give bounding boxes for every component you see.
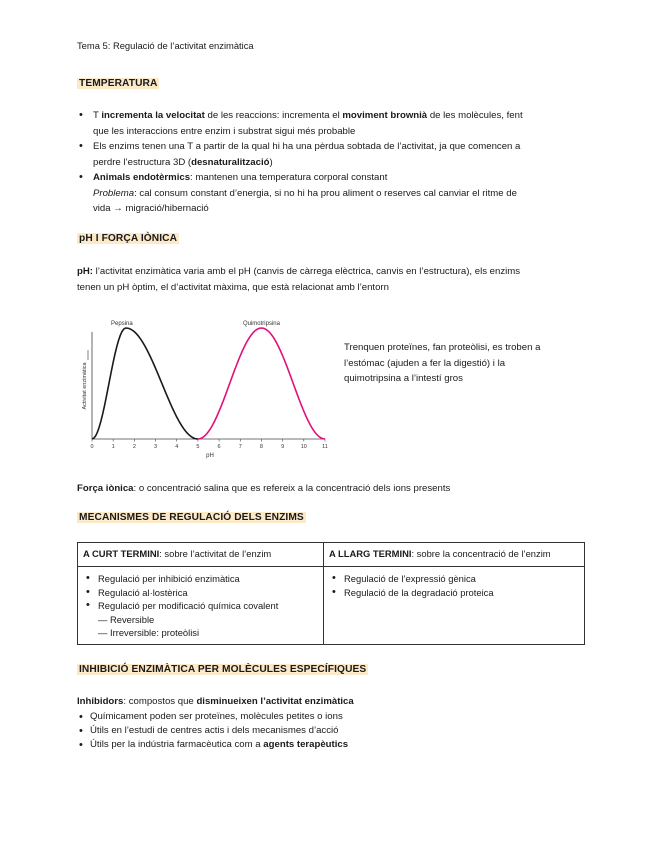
list-item: • Regulació per inhibició enzimàtica <box>84 572 317 586</box>
x-tick-label: 1 <box>111 444 115 450</box>
x-tick-label: 5 <box>196 444 200 450</box>
series-label-quimotripsina: Quimotripsina <box>242 321 280 327</box>
ph-paragraph: pH: l’activitat enzimàtica varia amb el pH (canvis de càrrega elèctrica, canvis en l’estructura), els enzims tenen un pH òptim, el d’activitat màxima, que està relacionat amb l’entorn <box>77 266 521 293</box>
sub-item: — Irreversible: proteòlisi <box>98 626 200 638</box>
y-axis-label: Activitat enzimàtica <box>82 362 88 410</box>
x-tick-label: 10 <box>300 444 307 450</box>
list-item: • T incrementa la velocitat de les reaccions: incrementa el moviment brownià de les molècules, fent que les interaccions entre enzim i substrat sigui més probable <box>77 108 597 139</box>
list-item: • Regulació per modificació química covalent <box>84 599 317 613</box>
section-title-ph: pH I FORÇA IÒNICA <box>79 233 178 244</box>
x-tick-label: 8 <box>259 444 263 450</box>
list-item: • Útils per la indústria farmacèutica com a agents terapèutics <box>77 738 597 752</box>
temperatura-list <box>77 108 597 217</box>
forca-ionica-paragraph: Força iònica: o concentració salina que es refereix a la concentració dels ions presents <box>77 483 451 494</box>
x-tick-label: 0 <box>90 444 94 450</box>
page-header: Tema 5: Regulació de l’activitat enzimàtica <box>77 40 254 51</box>
table-cell-curt <box>78 567 324 645</box>
series-line-pepsina <box>92 328 198 439</box>
x-tick-label: 11 <box>322 444 328 450</box>
x-axis-label: pH <box>206 453 214 459</box>
list-item: • Els enzims tenen una T a partir de la qual hi ha una pèrdua sobtada de l’activitat, ja que comencen a perdre l’estructura 3D (desnaturalització) <box>77 139 597 170</box>
list-item: • Químicament poden ser proteïnes, molècules petites o ions <box>77 710 597 724</box>
list-item: • Regulació de l’expressió gènica <box>330 572 578 586</box>
table-header-llarg: A LLARG TERMINI: sobre la concentració de l’enzim <box>324 543 585 567</box>
chart-side-note: Trenquen proteïnes, fan proteòlisi, es troben a l’estómac (ajuden a fer la digestió) i la quimotripsina a l’intestí gros <box>344 342 541 384</box>
x-tick-label: 9 <box>281 444 285 450</box>
section-title-mecanismes: MECANISMES DE REGULACIÓ DELS ENZIMS <box>79 512 304 523</box>
x-tick-label: 6 <box>217 444 221 450</box>
table-header-curt: A CURT TERMINI: sobre l’activitat de l’enzim <box>78 543 324 567</box>
section-title-inhibicio: INHIBICIÓ ENZIMÀTICA PER MOLÈCULES ESPECÍFIQUES <box>79 664 367 675</box>
inhibicio-paragraph: Inhibidors: compostos que disminueixen l’activitat enzimàtica • Químicament poden ser proteïnes, molècules petites o ions • Útils en l’estudi de centres actis i dels mecanismes d’acció • Útils per la indústria farmacèutica com a agents terapèutics <box>77 694 597 752</box>
series-label-pepsina: Pepsina <box>111 321 133 327</box>
list-item: • Regulació al·lostèrica <box>84 586 317 600</box>
table-cell-llarg <box>324 567 585 645</box>
x-tick-label: 7 <box>238 444 242 450</box>
list-item: • Útils en l’estudi de centres actis i dels mecanismes d’acció <box>77 724 597 738</box>
ph-activity-chart <box>80 312 332 462</box>
series-line-quimotripsina <box>198 328 325 439</box>
list-item: • Regulació de la degradació proteica <box>330 586 578 600</box>
x-tick-label: 3 <box>154 444 158 450</box>
x-tick-label: 4 <box>175 444 179 450</box>
x-tick-label: 2 <box>132 444 136 450</box>
sub-item: — Reversible <box>98 613 155 625</box>
list-item: • Animals endotèrmics: mantenen una temperatura corporal constant Problema: cal consum constant d’energia, si no hi ha prou aliment o reserves cal canviar el ritme de vida → migració/hibernació <box>77 170 597 217</box>
section-title-temperatura: TEMPERATURA <box>79 78 158 89</box>
mecanismes-table <box>77 542 585 645</box>
